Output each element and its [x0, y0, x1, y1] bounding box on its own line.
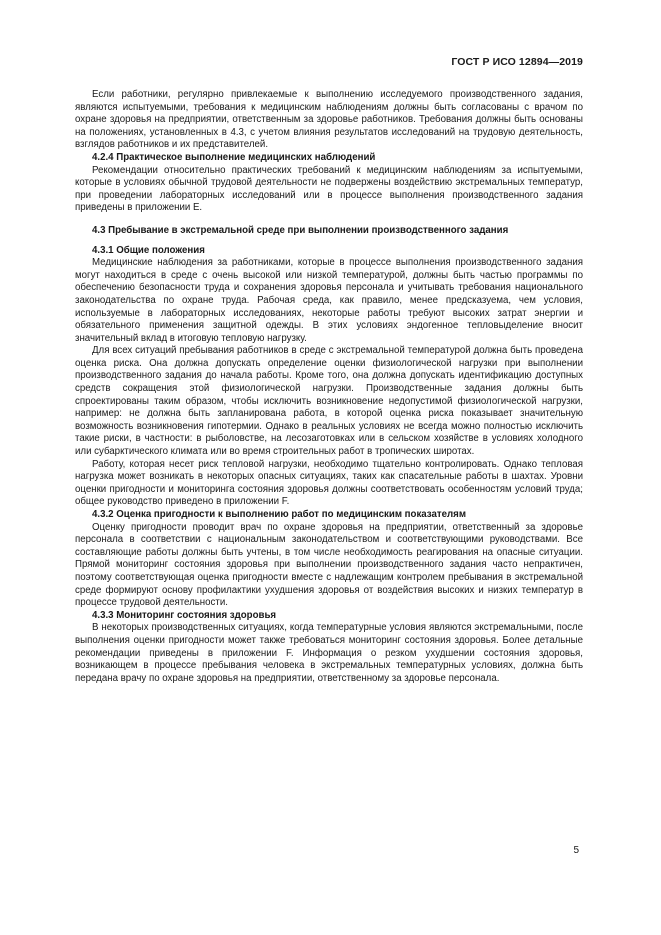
paragraph: Если работники, регулярно привлекаемые к выполнению исследуемого производственного задания, являются испытуемыми, требования к медицинским наблюдениям должны быть согласованы с врачом по охране здоровья на предприятии, ответственным за здоровье работников. Требования должны быть основаны на положениях, установленных в 4.3, с учетом влияния результатов исследований на трудовую деятельность, взглядов работников и их представителей. [75, 89, 583, 151]
document-code-header: ГОСТ Р ИСО 12894—2019 [451, 56, 583, 68]
paragraph: Оценку пригодности проводит врач по охране здоровья на предприятии, ответственный за здоровье персонала в соответствии с национальным законодательством и соответствующими руководствами. Все составляющие работы должны быть учтены, в том числе необходимость реагирования на опасные ситуации. Прямой мониторинг состояния здоровья при выполнении производственного задания часто непрактичен, поэтому соответствующая оценка пригодности вместе с надлежащим контролем пребывания в экстремальной среде формируют основу профилактики ухудшения здоровья от воздействия высоких и низких температур в процессе трудовой деятельности. [75, 521, 583, 609]
paragraph: В некоторых производственных ситуациях, когда температурные условия являются экстремальными, после выполнения оценки пригодности может также требоваться мониторинг состояния здоровья. Более детальные рекомендации приведены в приложении F. Информация о резком ухудшении состояния здоровья, возникающем в процессе пребывания человека в экстремальных температурных условиях, должна быть передана врачу по охране здоровья на предприятии, ответственному за здоровье персонала. [75, 622, 583, 684]
section-heading-4-3-1: 4.3.1 Общие положения [92, 244, 205, 256]
section-heading-4-3-3: 4.3.3 Мониторинг состояния здоровья [92, 609, 277, 621]
document-body [75, 89, 583, 685]
section-heading-4-3-2: 4.3.2 Оценка пригодности к выполнению работ по медицинским показателям [92, 509, 466, 520]
section-heading-4-3: 4.3 Пребывание в экстремальной среде при выполнении производственного задания [92, 224, 509, 236]
page-number: 5 [573, 845, 579, 856]
paragraph: Рекомендации относительно практических требований к медицинским наблюдениям за испытуемыми, которые в условиях обычной трудовой деятельности не подвержены воздействию экстремальных температур, при проведении лабораторных исследований или в процессе выполнения производственного задания приведены в приложении Е. [75, 164, 583, 214]
paragraph: Работу, которая несет риск тепловой нагрузки, необходимо тщательно контролировать. Однако тепловая нагрузка может возникать в некоторых опасных ситуациях, таких как спасательные работы в шахтах. Уровни оценки пригодности и мониторинга состояния здоровья должны соответствовать особенностям условий труда; общее руководство приведено в приложении F. [75, 458, 583, 508]
section-heading-4-2-4: 4.2.4 Практическое выполнение медицинских наблюдений [92, 151, 376, 163]
paragraph: Медицинские наблюдения за работниками, которые в процессе выполнения производственного задания могут находиться в среде с очень высокой или низкой температурой, должны быть частью программы по обеспечению безопасности труда и сохранения здоровья персонала и учитывать требования национального законодательства по охране труда. Рабочая среда, как правило, менее предсказуема, чем условия, используемые в лабораторных исследованиях, некоторые работы требуют высоких затрат энергии и обязательного применения защитной одежды. В этих условиях эндогенное тепловыделение вносит значительный вклад в итоговую тепловую нагрузку. [75, 257, 583, 344]
paragraph: Для всех ситуаций пребывания работников в среде с экстремальной температурой должна быть проведена оценка риска. Она должна допускать определение оценки физиологической нагрузки при выполнении производственного задания до начала работы. Кроме того, она должна допускать идентификацию доступных средств сокращения этой физиологической нагрузки. Производственные задания должны быть спроектированы таким образом, чтобы исключить возникновение недопустимой физиологической нагрузки, например: не должна быть запланирована работа, в которой оценка риска показывает значительную возможность возникновения гипотермии. Однако в реальных условиях не всегда можно полностью исключить такие риски, в частности: в рыболовстве, на лесозаготовках или в сельском хозяйстве в условиях холодного или субарктического климата или во время строительных работ в тропических широтах. [75, 345, 583, 458]
